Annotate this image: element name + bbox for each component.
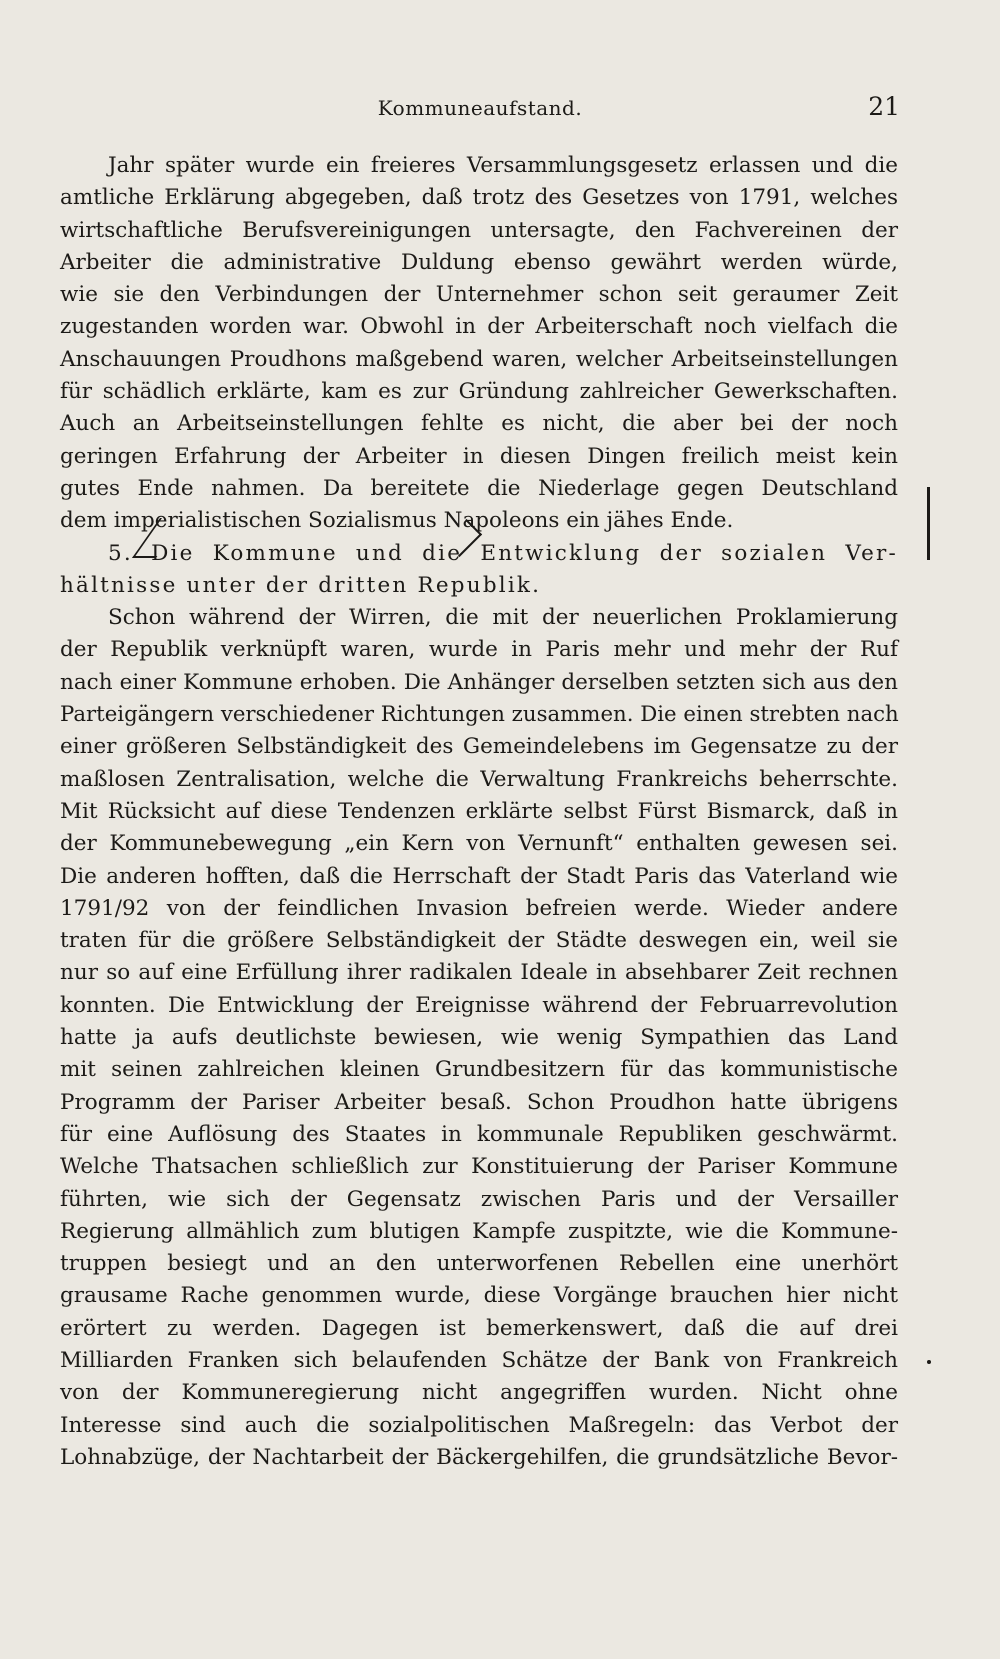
text-line: führten, wie sich der Gegensatz zwischen Paris und der Versailler <box>60 1186 898 1212</box>
ink-speck <box>927 1360 931 1364</box>
text-line: traten für die größere Selbständigkeit der Städte deswegen ein, weil sie <box>60 928 898 954</box>
text-line: Programm der Pariser Arbeiter besaß. Schon Proudhon hatte übrigens <box>60 1089 898 1115</box>
text-line: Milliarden Franken sich belaufenden Schätze der Bank von Frankreich <box>60 1347 898 1373</box>
text-line: konnten. Die Entwicklung der Ereignisse während der Februarrevolution <box>60 992 898 1018</box>
text-line: Lohnabzüge, der Nachtarbeit der Bäckergehilfen, die grundsätzliche Bevor- <box>60 1444 898 1470</box>
text-line: Regierung allmählich zum blutigen Kampfe zuspitzte, wie die Kommune- <box>60 1218 898 1244</box>
text-line: Jahr später wurde ein freieres Versammlungsgesetz erlassen und die <box>108 153 898 178</box>
text-line: wie sie den Verbindungen der Unternehmer schon seit geraumer Zeit <box>60 282 898 308</box>
text-line: wirtschaftliche Berufsvereinigungen untersagte, den Fachvereinen der <box>60 217 898 243</box>
text-line: nach einer Kommune erhoben. Die Anhänger derselben setzten sich aus den <box>60 669 898 695</box>
text-line: geringen Erfahrung der Arbeiter in diesen Dingen freilich meist kein <box>60 443 898 469</box>
text-line: von der Kommuneregierung nicht angegriffen wurden. Nicht ohne <box>60 1380 898 1406</box>
text-line: Mit Rücksicht auf diese Tendenzen erklärte selbst Fürst Bismarck, daß in <box>60 798 898 824</box>
text-line: Schon während der Wirren, die mit der neuerlichen Proklamierung <box>108 605 898 631</box>
text-line: zugestanden worden war. Obwohl in der Arbeiterschaft noch vielfach die <box>60 314 898 340</box>
text-line: erörtert zu werden. Dagegen ist bemerkenswert, daß die auf drei <box>60 1315 898 1341</box>
text-line: Arbeiter die administrative Duldung ebenso gewährt werden würde, <box>60 249 898 275</box>
text-line: Anschauungen Proudhons maßgebend waren, welcher Arbeitseinstellungen <box>60 346 898 372</box>
text-line: Welche Thatsachen schließlich zur Konstituierung der Pariser Kommune <box>60 1154 898 1180</box>
page-number: 21 <box>868 92 900 121</box>
text-line: Interesse sind auch die sozialpolitischen Maßregeln: das Verbot der <box>60 1412 898 1438</box>
text-line: nur so auf eine Erfüllung ihrer radikalen Ideale in absehbarer Zeit rechnen <box>60 960 898 986</box>
text-line: mit seinen zahlreichen kleinen Grundbesitzern für das kommunistische <box>60 1057 898 1083</box>
running-head: Kommuneaufstand. <box>377 96 583 120</box>
text-line: einer größeren Selbständigkeit des Gemeindelebens im Gegensatze zu der <box>60 734 898 760</box>
section-heading: 5. Die Kommune und die Entwicklung der sozialen Ver- <box>108 540 898 566</box>
text-line: für schädlich erklärte, kam es zur Gründung zahlreicher Gewerkschaften. <box>60 379 898 405</box>
section-heading: hältnisse unter der dritten Republik. <box>60 572 542 598</box>
text-line: 1791/92 von der feindlichen Invasion befreien werde. Wieder andere <box>60 895 898 921</box>
text-line: gutes Ende nahmen. Da bereitete die Niederlage gegen Deutschland <box>60 475 898 501</box>
text-line: Auch an Arbeitseinstellungen fehlte es nicht, die aber bei der noch <box>60 411 898 437</box>
text-line: grausame Rache genommen wurde, diese Vorgänge brauchen hier nicht <box>60 1283 898 1309</box>
text-line: dem imperialistischen Sozialismus Napoleons ein jähes Ende. <box>60 508 734 534</box>
text-line: Die anderen hofften, daß die Herrschaft der Stadt Paris das Vaterland wie <box>60 863 898 889</box>
page-header <box>60 92 900 122</box>
text-line: maßlosen Zentralisation, welche die Verwaltung Frankreichs beherrschte. <box>60 766 898 792</box>
text-line: der Republik verknüpft waren, wurde in Paris mehr und mehr der Ruf <box>60 637 898 663</box>
margin-bar-mark <box>927 487 930 560</box>
text-line: der Kommunebewegung „ein Kern von Vernunft“ enthalten gewesen sei. <box>60 831 898 857</box>
text-line: hatte ja aufs deutlichste bewiesen, wie wenig Sympathien das Land <box>60 1025 898 1051</box>
text-line: Parteigängern verschiedener Richtungen zusammen. Die einen strebten nach <box>60 702 899 728</box>
text-line: für eine Auflösung des Staates in kommunale Republiken geschwärmt. <box>60 1121 898 1147</box>
body-text <box>60 150 898 1474</box>
text-line: truppen besiegt und an den unterworfenen Rebellen eine unerhört <box>60 1251 898 1277</box>
text-line: amtliche Erklärung abgegeben, daß trotz des Gesetzes von 1791, welches <box>60 185 898 211</box>
